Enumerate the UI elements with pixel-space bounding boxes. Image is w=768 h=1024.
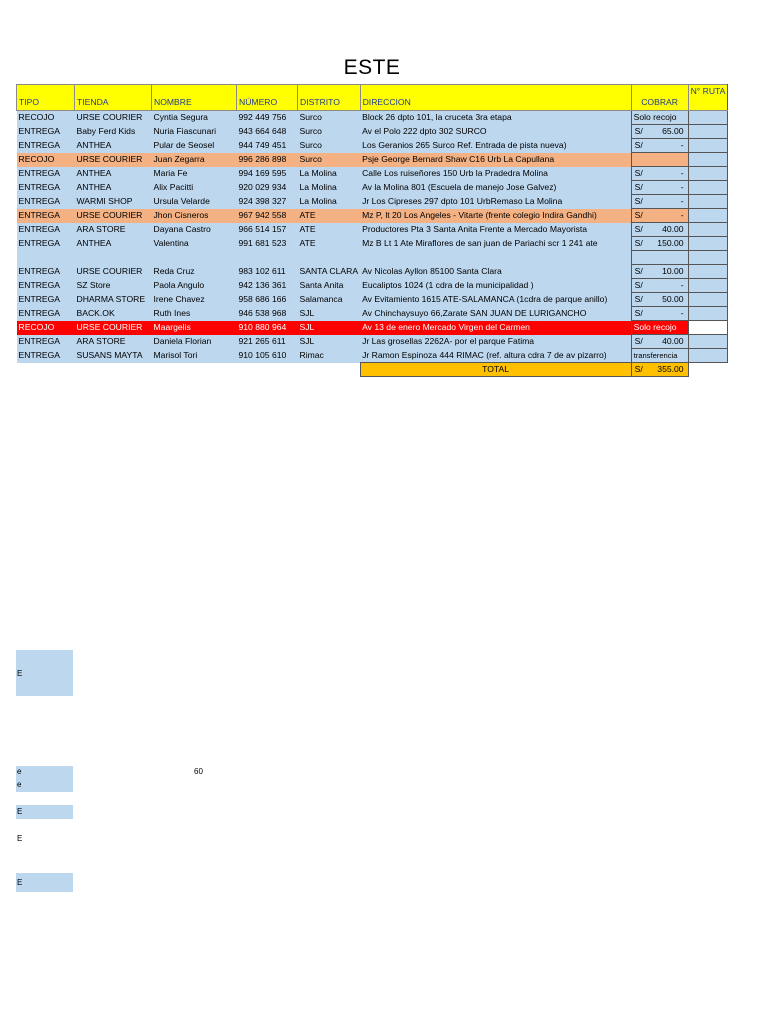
cell-numero: 946 538 968: [237, 307, 298, 321]
cell-direccion: Eucaliptos 1024 (1 cdra de la municipalidad ): [360, 279, 631, 293]
total-amount-cell: [631, 363, 688, 377]
cell-numero: 992 449 756: [237, 111, 298, 125]
cell-nombre: Marisol Tori: [152, 349, 237, 363]
header-direccion: DIRECCION: [360, 85, 631, 111]
table-row: [17, 321, 728, 335]
cell-cobrar: [631, 265, 688, 279]
cell-direccion: [360, 251, 631, 265]
amount-value: -: [680, 196, 684, 206]
table-row: [17, 223, 728, 237]
currency-symbol: S/: [634, 140, 643, 150]
table-row: [17, 265, 728, 279]
cell-distrito: La Molina: [298, 181, 361, 195]
cobrar-note: Solo recojo: [633, 322, 677, 332]
cell-direccion: Block 26 dpto 101, la cruceta 3ra etapa: [360, 111, 631, 125]
amount-value: 65.00: [662, 126, 684, 136]
cell-cobrar: [631, 167, 688, 181]
cell-cobrar: [631, 125, 688, 139]
cell-numero: 967 942 558: [237, 209, 298, 223]
table-row: [17, 139, 728, 153]
cell-ruta: [688, 237, 728, 251]
amount-value: -: [680, 308, 684, 318]
cell-tipo: ENTREGA: [17, 265, 75, 279]
cell-tipo: RECOJO: [17, 153, 75, 167]
cell-tienda: ANTHEA: [75, 167, 152, 181]
cell-ruta: [688, 111, 728, 125]
cell-nombre: Irene Chavez: [152, 293, 237, 307]
currency-symbol: S/: [634, 196, 643, 206]
cell-nombre: Daniela Florian: [152, 335, 237, 349]
currency-symbol: S/: [634, 280, 643, 290]
cell-numero: 996 286 898: [237, 153, 298, 167]
cell-tienda: URSE COURIER: [75, 265, 152, 279]
table-row: [17, 251, 728, 265]
header-nombre: NOMBRE: [152, 85, 237, 111]
note-number: 60: [194, 767, 203, 776]
cell-cobrar: [631, 209, 688, 223]
amount-value: -: [680, 280, 684, 290]
cell-tipo: ENTREGA: [17, 349, 75, 363]
cell-cobrar: [631, 237, 688, 251]
cell-direccion: Psje George Bernard Shaw C16 Urb La Capullana: [360, 153, 631, 167]
delivery-table: [16, 84, 728, 377]
cell-tienda: URSE COURIER: [75, 153, 152, 167]
cell-tipo: RECOJO: [17, 321, 75, 335]
currency-symbol: S/: [634, 210, 643, 220]
cell-nombre: Valentina: [152, 237, 237, 251]
cell-tipo: ENTREGA: [17, 195, 75, 209]
cell-tienda: URSE COURIER: [75, 209, 152, 223]
cell-direccion: Productores Pta 3 Santa Anita Frente a Mercado Mayorista: [360, 223, 631, 237]
empty-cell: [17, 363, 75, 377]
cell-tienda: Baby Ferd Kids: [75, 125, 152, 139]
total-currency: S/: [634, 364, 643, 374]
cell-tienda: URSE COURIER: [75, 321, 152, 335]
table-row: [17, 293, 728, 307]
cell-direccion: Av 13 de enero Mercado Virgen del Carmen: [360, 321, 631, 335]
cell-ruta: [688, 293, 728, 307]
note-box-1-text: E: [17, 669, 23, 678]
cell-nombre: Cyntia Segura: [152, 111, 237, 125]
cell-distrito: La Molina: [298, 167, 361, 181]
sheet-title: ESTE: [343, 56, 401, 79]
cell-ruta: [688, 209, 728, 223]
table-row: [17, 279, 728, 293]
cell-distrito: Surco: [298, 139, 361, 153]
table-row: [17, 181, 728, 195]
cell-direccion: Av Nicolas Ayllon 85100 Santa Clara: [360, 265, 631, 279]
cell-ruta: [688, 251, 728, 265]
cell-nombre: Nuria Fiascunari: [152, 125, 237, 139]
cell-tienda: ANTHEA: [75, 139, 152, 153]
cell-distrito: ATE: [298, 209, 361, 223]
total-label: TOTAL: [360, 363, 631, 377]
cell-tipo: ENTREGA: [17, 293, 75, 307]
cell-tipo: ENTREGA: [17, 125, 75, 139]
note-box-1: [16, 650, 73, 696]
cell-ruta: [688, 265, 728, 279]
amount-value: -: [680, 182, 684, 192]
cell-distrito: SANTA CLARA: [298, 265, 361, 279]
cell-cobrar: [631, 293, 688, 307]
cell-tipo: ENTREGA: [17, 167, 75, 181]
note-box-5-text: E: [17, 878, 23, 887]
cell-numero: 910 880 964: [237, 321, 298, 335]
currency-symbol: S/: [634, 266, 643, 276]
currency-symbol: S/: [634, 224, 643, 234]
cell-distrito: SJL: [298, 321, 361, 335]
amount-value: -: [680, 210, 684, 220]
cell-distrito: [298, 251, 361, 265]
cell-distrito: Surco: [298, 125, 361, 139]
cell-ruta: [688, 125, 728, 139]
cell-ruta: [688, 335, 728, 349]
cell-tipo: ENTREGA: [17, 223, 75, 237]
table-row: [17, 209, 728, 223]
cell-numero: 921 265 611: [237, 335, 298, 349]
cell-distrito: ATE: [298, 237, 361, 251]
header-numero: NÚMERO: [237, 85, 298, 111]
table-row: [17, 111, 728, 125]
empty-cell: [237, 363, 298, 377]
table-row: [17, 307, 728, 321]
cell-tipo: ENTREGA: [17, 209, 75, 223]
cell-tienda: ANTHEA: [75, 181, 152, 195]
table-row: [17, 349, 728, 363]
empty-cell: [298, 363, 361, 377]
cell-distrito: La Molina: [298, 195, 361, 209]
cell-ruta: [688, 153, 728, 167]
cell-distrito: Surco: [298, 111, 361, 125]
cell-numero: 983 102 611: [237, 265, 298, 279]
cell-tienda: SZ Store: [75, 279, 152, 293]
cell-cobrar: [631, 349, 688, 363]
cell-cobrar: [631, 251, 688, 265]
amount-value: 150.00: [657, 238, 684, 248]
cell-cobrar: [631, 335, 688, 349]
cell-ruta: [688, 139, 728, 153]
cell-tienda: SUSANS MAYTA: [75, 349, 152, 363]
cell-numero: 994 169 595: [237, 167, 298, 181]
note-box-2: [16, 766, 73, 792]
note-box-2-text-b: e: [17, 780, 22, 789]
table-row: [17, 167, 728, 181]
table-row: [17, 237, 728, 251]
empty-cell: [688, 363, 728, 377]
cell-direccion: Av Chinchaysuyo 66,Zarate SAN JUAN DE LURIGANCHO: [360, 307, 631, 321]
cell-direccion: Jr Las grosellas 2262A- por el parque Fatima: [360, 335, 631, 349]
cell-nombre: Maria Fe: [152, 167, 237, 181]
amount-value: 40.00: [662, 336, 684, 346]
cell-nombre: Pular de Seosel: [152, 139, 237, 153]
cell-direccion: Los Geranios 265 Surco Ref. Entrada de pista nueva): [360, 139, 631, 153]
cell-cobrar: [631, 307, 688, 321]
cell-nombre: Jhon Cisneros: [152, 209, 237, 223]
cell-tipo: RECOJO: [17, 111, 75, 125]
cell-nombre: Ruth Ines: [152, 307, 237, 321]
cell-numero: 924 398 327: [237, 195, 298, 209]
cell-tipo: ENTREGA: [17, 307, 75, 321]
cell-nombre: Paola Angulo: [152, 279, 237, 293]
amount-value: 10.00: [662, 266, 684, 276]
cell-numero: 958 686 166: [237, 293, 298, 307]
note-box-3-text: E: [17, 807, 23, 816]
cobrar-note: transferencia: [633, 351, 678, 360]
cell-tipo: ENTREGA: [17, 237, 75, 251]
cell-ruta: [688, 307, 728, 321]
cell-tienda: BACK.OK: [75, 307, 152, 321]
cell-direccion: Av el Polo 222 dpto 302 SURCO: [360, 125, 631, 139]
cell-tienda: WARMI SHOP: [75, 195, 152, 209]
cell-ruta: [688, 321, 728, 335]
cell-numero: [237, 251, 298, 265]
cell-tienda: DHARMA STORE: [75, 293, 152, 307]
empty-cell: [75, 363, 152, 377]
note-box-4: [16, 832, 73, 846]
cell-numero: 991 681 523: [237, 237, 298, 251]
cell-direccion: Av Evitamiento 1615 ATE-SALAMANCA (1cdra de parque anillo): [360, 293, 631, 307]
note-box-4-text: E: [17, 834, 23, 843]
cell-tienda: [75, 251, 152, 265]
currency-symbol: S/: [634, 238, 643, 248]
cell-cobrar: [631, 139, 688, 153]
total-amount: 355.00: [657, 364, 684, 374]
cobrar-note: Solo recojo: [633, 112, 677, 122]
cell-distrito: SJL: [298, 307, 361, 321]
cell-tienda: ARA STORE: [75, 335, 152, 349]
currency-symbol: S/: [634, 168, 643, 178]
cell-nombre: Reda Cruz: [152, 265, 237, 279]
cell-distrito: Salamanca: [298, 293, 361, 307]
cell-tienda: ARA STORE: [75, 223, 152, 237]
cell-tipo: ENTREGA: [17, 279, 75, 293]
cell-nombre: Dayana Castro: [152, 223, 237, 237]
cell-nombre: Ursula Velarde: [152, 195, 237, 209]
cell-tipo: ENTREGA: [17, 335, 75, 349]
cell-distrito: ATE: [298, 223, 361, 237]
header-ruta: N° RUTA: [688, 85, 728, 111]
cell-nombre: Juan Zegarra: [152, 153, 237, 167]
currency-symbol: S/: [634, 294, 643, 304]
currency-symbol: S/: [634, 308, 643, 318]
cell-nombre: Alix Pacitti: [152, 181, 237, 195]
currency-symbol: S/: [634, 126, 643, 136]
cell-direccion: Calle Los ruiseñores 150 Urb la Pradedra Molina: [360, 167, 631, 181]
table-row: [17, 125, 728, 139]
cell-numero: 920 029 934: [237, 181, 298, 195]
cell-numero: 943 664 648: [237, 125, 298, 139]
cell-distrito: Santa Anita: [298, 279, 361, 293]
header-distrito: DISTRITO: [298, 85, 361, 111]
cell-ruta: [688, 167, 728, 181]
note-box-2-text-a: e: [17, 767, 22, 776]
cell-ruta: [688, 349, 728, 363]
cell-distrito: SJL: [298, 335, 361, 349]
cell-distrito: Rimac: [298, 349, 361, 363]
cell-direccion: Av la Molina 801 (Escuela de manejo Jose Galvez): [360, 181, 631, 195]
cell-cobrar: [631, 321, 688, 335]
header-cobrar: COBRAR: [631, 85, 688, 111]
amount-value: 50.00: [662, 294, 684, 304]
cell-numero: 910 105 610: [237, 349, 298, 363]
cell-ruta: [688, 279, 728, 293]
amount-value: 40.00: [662, 224, 684, 234]
cell-direccion: Jr Ramon Espinoza 444 RIMAC (ref. altura cdra 7 de av pizarro): [360, 349, 631, 363]
header-row: [17, 85, 728, 111]
cell-ruta: [688, 223, 728, 237]
currency-symbol: S/: [634, 182, 643, 192]
cell-numero: 944 749 451: [237, 139, 298, 153]
table-row: [17, 153, 728, 167]
cell-numero: 942 136 361: [237, 279, 298, 293]
cell-tipo: ENTREGA: [17, 181, 75, 195]
cell-cobrar: [631, 181, 688, 195]
cell-cobrar: [631, 195, 688, 209]
cell-cobrar: [631, 153, 688, 167]
empty-cell: [152, 363, 237, 377]
cell-nombre: Maargelis: [152, 321, 237, 335]
cell-nombre: [152, 251, 237, 265]
cell-direccion: Jr Los Cipreses 297 dpto 101 UrbRemaso La Molina: [360, 195, 631, 209]
cell-numero: 966 514 157: [237, 223, 298, 237]
cell-cobrar: [631, 111, 688, 125]
cell-cobrar: [631, 279, 688, 293]
cell-distrito: Surco: [298, 153, 361, 167]
total-row: [17, 363, 728, 377]
cell-direccion: Mz B Lt 1 Ate Miraflores de san juan de Pariachi scr 1 241 ate: [360, 237, 631, 251]
cell-tienda: URSE COURIER: [75, 111, 152, 125]
cell-ruta: [688, 195, 728, 209]
cell-direccion: Mz P, lt 20 Los Angeles - Vitarte (frente colegio Indira Gandhi): [360, 209, 631, 223]
cell-tipo: [17, 251, 75, 265]
amount-value: -: [680, 168, 684, 178]
table-row: [17, 195, 728, 209]
amount-value: -: [680, 140, 684, 150]
cell-cobrar: [631, 223, 688, 237]
cell-tienda: ANTHEA: [75, 237, 152, 251]
currency-symbol: S/: [634, 336, 643, 346]
cell-tipo: ENTREGA: [17, 139, 75, 153]
table-row: [17, 335, 728, 349]
note-box-5: [16, 873, 73, 892]
cell-ruta: [688, 181, 728, 195]
header-tipo: TIPO: [17, 85, 75, 111]
header-tienda: TIENDA: [75, 85, 152, 111]
note-box-3: [16, 805, 73, 819]
